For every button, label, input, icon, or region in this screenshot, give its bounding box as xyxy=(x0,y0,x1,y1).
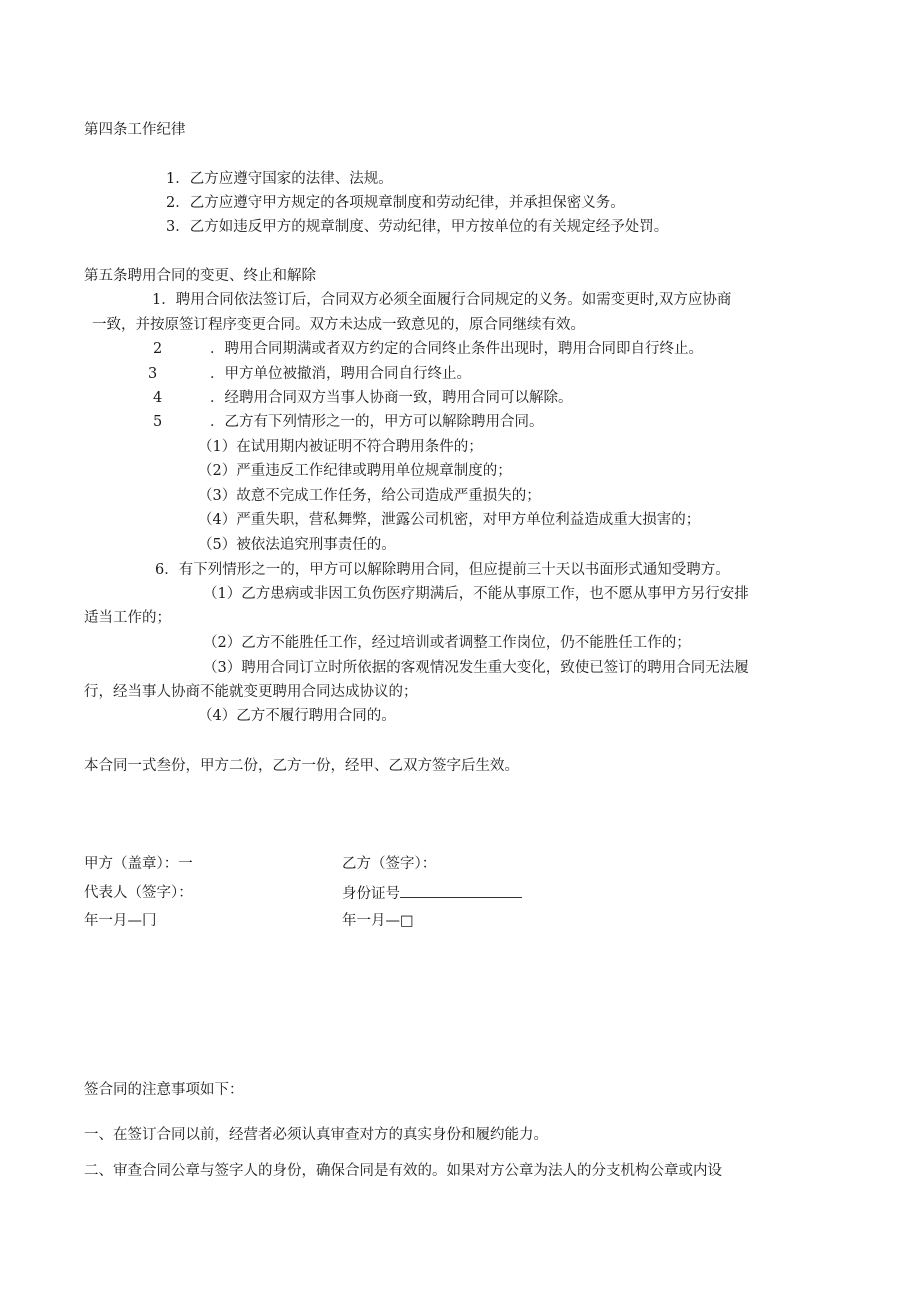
article-5-para-5-sub-1: （1）在试用期内被证明不符合聘用条件的； xyxy=(198,439,483,455)
article-5-para-2: ．聘用合同期满或者双方约定的合同终止条件出现时，聘用合同即自行终止。 xyxy=(210,341,703,357)
representative-signature-label: 代表人（签字）： xyxy=(84,885,193,901)
article-5-para-1-line-1: 1．聘用合同依法签订后，合同双方必须全面履行合同规定的义务。如需变更时,双方应协商 xyxy=(152,292,732,308)
article-5-para-4-number: 4 xyxy=(153,390,163,406)
contract-copies-clause: 本合同一式叁份，甲方二份，乙方一份，经甲、乙双方签字后生效。 xyxy=(84,758,519,774)
article-5-para-6-sub-4: （4）乙方不履行聘用合同的。 xyxy=(198,708,396,724)
article-5-para-5-number: 5 xyxy=(153,414,163,430)
party-a-seal-label: 甲方（盖章）：一 xyxy=(84,856,193,872)
article-4-item-1: 1．乙方应遵守国家的法律、法规。 xyxy=(166,171,393,187)
id-number-blank-line xyxy=(400,883,522,898)
party-a-date: 年一月—冂 xyxy=(84,913,157,929)
article-5-para-5-sub-4: （4）严重失职，营私舞弊，泄露公司机密，对甲方单位利益造成重大损害的； xyxy=(198,512,701,528)
article-4-item-2: 2．乙方应遵守甲方规定的各项规章制度和劳动纪律，并承担保密义务。 xyxy=(166,195,625,211)
note-1: 一、在签订合同以前，经营者必须认真审查对方的真实身份和履约能力。 xyxy=(84,1127,548,1143)
article-5-para-3: ．甲方单位被撤消，聘用合同自行终止。 xyxy=(210,366,471,382)
article-5-para-6: 6．有下列情形之一的，甲方可以解除聘用合同，但应提前三十天以书面形式通知受聘方。 xyxy=(155,562,730,578)
article-5-para-2-number: 2 xyxy=(153,341,163,357)
article-5-para-4: ．经聘用合同双方当事人协商一致，聘用合同可以解除。 xyxy=(210,390,573,406)
article-5-para-6-sub-1-line-2: 适当工作的； xyxy=(84,610,171,626)
article-5-title: 第五条聘用合同的变更、终止和解除 xyxy=(84,268,316,284)
id-number-label: 身份证号 xyxy=(342,886,400,902)
article-5-para-6-sub-3-line-1: （3）聘用合同订立时所依据的客观情况发生重大变化，致使已签订的聘用合同无法履 xyxy=(203,660,749,676)
article-5-para-5: ．乙方有下列情形之一的，甲方可以解除聘用合同。 xyxy=(210,414,544,430)
article-5-para-5-sub-3: （3）故意不完成工作任务，给公司造成严重损失的； xyxy=(198,488,541,504)
article-5-para-6-sub-1-line-1: （1）乙方患病或非因工负伤医疗期满后，不能从事原工作，也不愿从事甲方另行安排 xyxy=(203,586,749,602)
party-b-date: 年一月—□ xyxy=(342,913,414,929)
article-5-para-5-sub-5: （5）被依法追究刑事责任的。 xyxy=(198,537,396,553)
article-5-para-5-sub-2: （2）严重违反工作纪律或聘用单位规章制度的； xyxy=(198,463,512,479)
id-number-field xyxy=(342,883,522,904)
notes-title: 签合同的注意事项如下： xyxy=(84,1082,244,1098)
article-5-para-1-line-2: 一致，并按原签订程序变更合同。双方未达成一致意见的，原合同继续有效。 xyxy=(92,317,585,333)
party-b-signature-label: 乙方（签字）： xyxy=(342,856,437,872)
note-2: 二、审查合同公章与签字人的身份，确保合同是有效的。如果对方公章为法人的分支机构公章或内设 xyxy=(84,1163,722,1179)
article-4-title: 第四条工作纪律 xyxy=(84,122,186,138)
article-4-item-3: 3．乙方如违反甲方的规章制度、劳动纪律，甲方按单位的有关规定经予处罚。 xyxy=(166,219,669,235)
article-5-para-3-number: 3 xyxy=(148,366,158,382)
article-5-para-6-sub-3-line-2: 行，经当事人协商不能就变更聘用合同达成协议的； xyxy=(84,684,418,700)
article-5-para-6-sub-2: （2）乙方不能胜任工作，经过培训或者调整工作岗位，仍不能胜任工作的； xyxy=(203,635,691,651)
